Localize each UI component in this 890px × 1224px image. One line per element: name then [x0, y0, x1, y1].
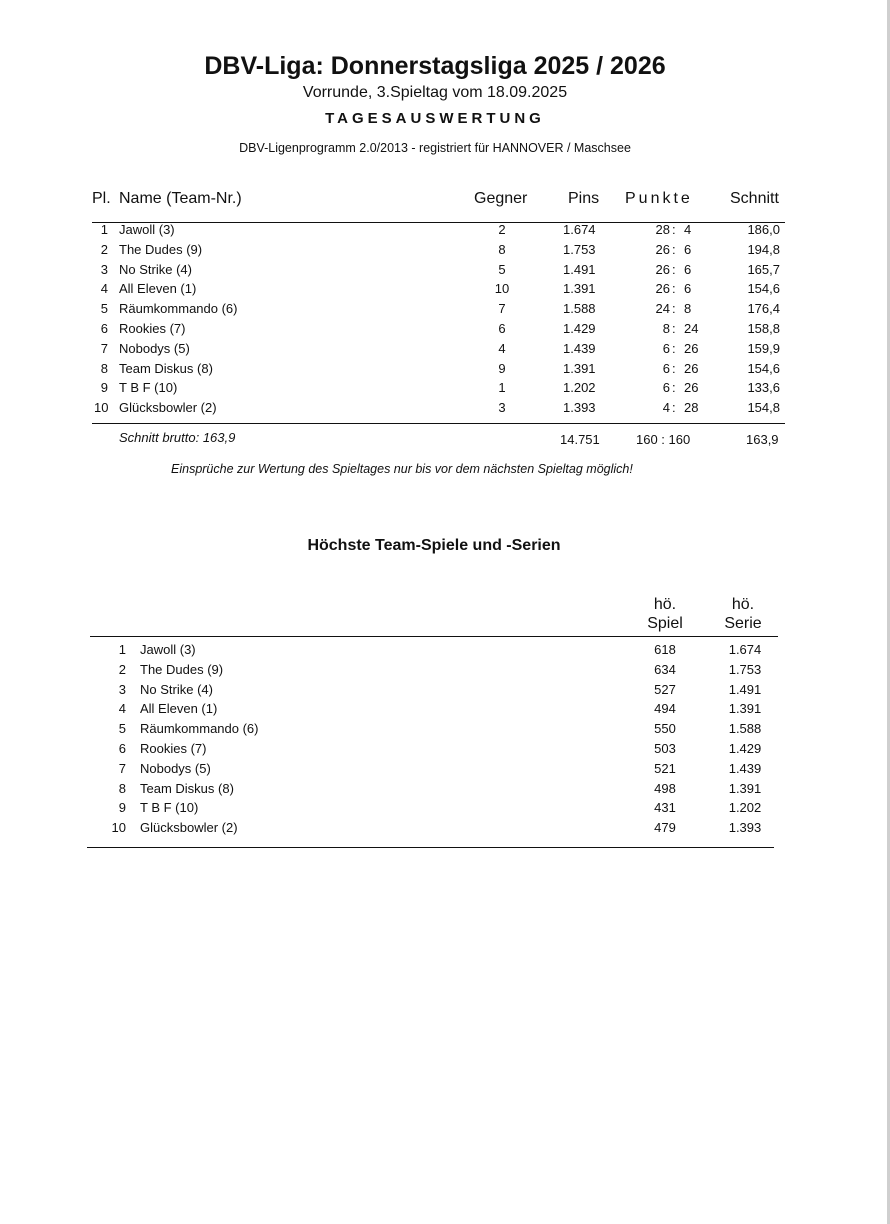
- row-points-separator: :: [672, 340, 676, 356]
- page-title: DBV-Liga: Donnerstagsliga 2025 / 2026: [204, 52, 666, 80]
- row-opponent: 10: [494, 281, 510, 297]
- col-header-pins: Pins: [568, 190, 600, 207]
- row-points-for: 8: [662, 321, 670, 336]
- row-average: 158,8: [747, 321, 780, 336]
- table-row: [0, 262, 890, 282]
- row-points-separator: :: [672, 301, 676, 317]
- table-row: [0, 281, 890, 301]
- row-points-against: 4: [684, 222, 692, 237]
- highscores-bottom-divider: [87, 847, 774, 848]
- row-team-name: Rookies (7): [140, 741, 207, 756]
- row-pins: 1.588: [563, 301, 596, 317]
- row-opponent: 7: [498, 301, 506, 317]
- row-place: 8: [118, 780, 126, 796]
- row-high-series: 1.429: [728, 741, 762, 756]
- program-info: DBV-Ligenprogramm 2.0/2013 - registriert für HANNOVER / Maschsee: [239, 141, 631, 155]
- row-pins: 1.391: [563, 281, 596, 297]
- totals-label: Schnitt brutto: 163,9: [119, 430, 236, 445]
- row-points-for: 26: [655, 241, 670, 257]
- row-pins: 1.391: [563, 360, 596, 376]
- col-header-game: [640, 596, 690, 633]
- row-points-against: 8: [684, 301, 692, 317]
- table-row: [0, 820, 890, 840]
- table-row: [0, 242, 890, 262]
- row-team-name: The Dudes (9): [140, 661, 224, 677]
- row-team-name: Rookies (7): [119, 321, 186, 336]
- row-opponent: 3: [498, 400, 506, 416]
- row-team-name: No Strike (4): [140, 681, 213, 697]
- row-points-for: 26: [655, 261, 670, 277]
- page-subtitle: Vorrunde, 3.Spieltag vom 18.09.2025: [302, 84, 568, 101]
- row-team-name: Räumkommando (6): [119, 301, 238, 317]
- table-row: [0, 761, 890, 781]
- row-points-for: 6: [662, 340, 670, 356]
- row-team-name: Jawoll (3): [119, 222, 175, 237]
- section-heading: TAGESAUSWERTUNG: [325, 110, 545, 127]
- totals-divider: [92, 423, 785, 424]
- row-team-name: Glücksbowler (2): [119, 400, 217, 416]
- row-average: 165,7: [747, 261, 780, 277]
- row-high-series: 1.491: [728, 681, 762, 697]
- row-pins: 1.674: [563, 222, 596, 237]
- table-row: [0, 800, 890, 820]
- row-points-separator: :: [672, 281, 676, 297]
- table-row: [0, 781, 890, 801]
- row-high-game: 431: [654, 800, 676, 816]
- row-points-against: 6: [684, 281, 692, 297]
- col-header-opponent: Gegner: [474, 190, 528, 207]
- row-points-separator: :: [672, 261, 676, 277]
- row-opponent: 8: [498, 241, 506, 257]
- row-points-against: 26: [684, 340, 699, 356]
- row-place: 9: [100, 380, 108, 396]
- row-pins: 1.202: [563, 380, 596, 396]
- row-high-game: 634: [654, 661, 676, 677]
- row-high-game: 494: [654, 701, 676, 717]
- row-average: 154,6: [747, 281, 780, 297]
- row-high-series: 1.391: [728, 780, 762, 796]
- row-pins: 1.393: [563, 400, 596, 416]
- table-row: [0, 662, 890, 682]
- row-team-name: Team Diskus (8): [140, 780, 234, 796]
- row-average: 154,8: [747, 400, 780, 416]
- table-row: [0, 341, 890, 361]
- table-row: [0, 222, 890, 242]
- row-team-name: Nobodys (5): [119, 340, 190, 356]
- row-pins: 1.753: [563, 241, 596, 257]
- table-row: [0, 701, 890, 721]
- table-row: [0, 301, 890, 321]
- row-points-for: 4: [662, 400, 670, 416]
- totals-average: 163,9: [746, 432, 779, 447]
- row-team-name: All Eleven (1): [119, 281, 197, 297]
- row-place: 10: [94, 400, 109, 416]
- row-points-against: 6: [684, 261, 692, 277]
- row-pins: 1.439: [563, 340, 596, 356]
- col-header-series-line2: Serie: [724, 615, 762, 632]
- row-opponent: 2: [498, 222, 506, 237]
- row-points-against: 6: [684, 241, 692, 257]
- col-header-series: [716, 596, 770, 633]
- row-average: 176,4: [747, 301, 780, 317]
- row-place: 2: [100, 241, 108, 257]
- totals-points: 160 : 160: [636, 432, 691, 447]
- row-high-series: 1.439: [728, 760, 762, 776]
- row-place: 3: [100, 261, 108, 277]
- row-place: 4: [118, 701, 126, 717]
- row-team-name: All Eleven (1): [140, 701, 218, 717]
- row-points-for: 6: [662, 360, 670, 376]
- totals-pins: 14.751: [560, 432, 600, 447]
- row-points-for: 24: [655, 301, 670, 317]
- row-high-series: 1.674: [728, 642, 762, 657]
- col-header-game-line2: Spiel: [647, 615, 683, 632]
- row-team-name: Glücksbowler (2): [140, 820, 238, 836]
- row-opponent: 6: [498, 321, 506, 336]
- row-opponent: 5: [498, 261, 506, 277]
- row-high-game: 498: [654, 780, 676, 796]
- highscores-header-divider: [90, 636, 778, 637]
- col-header-points: Punkte: [625, 190, 693, 207]
- row-points-separator: :: [672, 321, 676, 336]
- row-points-separator: :: [672, 380, 676, 396]
- row-team-name: Räumkommando (6): [140, 721, 259, 737]
- row-team-name: T B F (10): [140, 800, 199, 816]
- col-header-name: Name (Team-Nr.): [119, 190, 242, 207]
- row-points-for: 28: [655, 222, 670, 237]
- table-row: [0, 400, 890, 420]
- table-row: [0, 380, 890, 400]
- col-header-series-line1: hö.: [731, 596, 755, 613]
- row-high-game: 521: [654, 760, 676, 776]
- row-points-separator: :: [672, 360, 676, 376]
- row-place: 2: [118, 661, 126, 677]
- row-team-name: Team Diskus (8): [119, 360, 213, 376]
- row-points-separator: :: [672, 241, 676, 257]
- col-header-place: Pl.: [92, 190, 111, 207]
- row-opponent: 9: [498, 360, 506, 376]
- row-high-game: 503: [654, 741, 676, 756]
- row-high-series: 1.391: [728, 701, 762, 717]
- row-high-series: 1.588: [728, 721, 762, 737]
- row-team-name: T B F (10): [119, 380, 178, 396]
- row-average: 194,8: [747, 241, 780, 257]
- row-average: 159,9: [747, 340, 780, 356]
- row-team-name: The Dudes (9): [119, 241, 203, 257]
- row-high-series: 1.753: [728, 661, 762, 677]
- row-points-separator: :: [672, 400, 676, 416]
- row-points-for: 26: [655, 281, 670, 297]
- col-header-game-line1: hö.: [653, 596, 677, 613]
- row-opponent: 4: [498, 340, 506, 356]
- row-average: 186,0: [747, 222, 780, 237]
- row-place: 5: [118, 721, 126, 737]
- objection-note: Einsprüche zur Wertung des Spieltages nur bis vor dem nächsten Spieltag möglich!: [171, 462, 633, 476]
- row-points-for: 6: [662, 380, 670, 396]
- row-points-separator: :: [672, 222, 676, 237]
- row-high-game: 618: [654, 642, 676, 657]
- row-high-game: 479: [654, 820, 676, 836]
- row-high-series: 1.393: [728, 820, 762, 836]
- row-place: 7: [100, 340, 108, 356]
- row-high-game: 527: [654, 681, 676, 697]
- table-row: [0, 682, 890, 702]
- table-row: [0, 642, 890, 662]
- row-high-game: 550: [654, 721, 676, 737]
- highscores-title: Höchste Team-Spiele und -Serien: [307, 537, 561, 554]
- row-team-name: Nobodys (5): [140, 760, 211, 776]
- row-points-against: 26: [684, 380, 699, 396]
- row-place: 5: [100, 301, 108, 317]
- row-place: 6: [100, 321, 108, 336]
- table-row: [0, 741, 890, 761]
- row-team-name: Jawoll (3): [140, 642, 196, 657]
- col-header-average: Schnitt: [730, 190, 779, 207]
- row-pins: 1.429: [563, 321, 596, 336]
- row-points-against: 24: [684, 321, 699, 336]
- row-place: 3: [118, 681, 126, 697]
- row-place: 8: [100, 360, 108, 376]
- row-points-against: 26: [684, 360, 699, 376]
- row-average: 154,6: [747, 360, 780, 376]
- row-place: 10: [111, 820, 126, 836]
- row-pins: 1.491: [563, 261, 596, 277]
- row-points-against: 28: [684, 400, 699, 416]
- row-place: 1: [100, 222, 108, 237]
- table-row: [0, 721, 890, 741]
- row-place: 7: [118, 760, 126, 776]
- row-average: 133,6: [747, 380, 780, 396]
- row-place: 4: [100, 281, 108, 297]
- row-high-series: 1.202: [728, 800, 762, 816]
- row-team-name: No Strike (4): [119, 261, 192, 277]
- row-place: 9: [118, 800, 126, 816]
- row-opponent: 1: [498, 380, 506, 396]
- table-row: [0, 361, 890, 381]
- row-place: 1: [118, 642, 126, 657]
- table-row: [0, 321, 890, 341]
- row-place: 6: [118, 741, 126, 756]
